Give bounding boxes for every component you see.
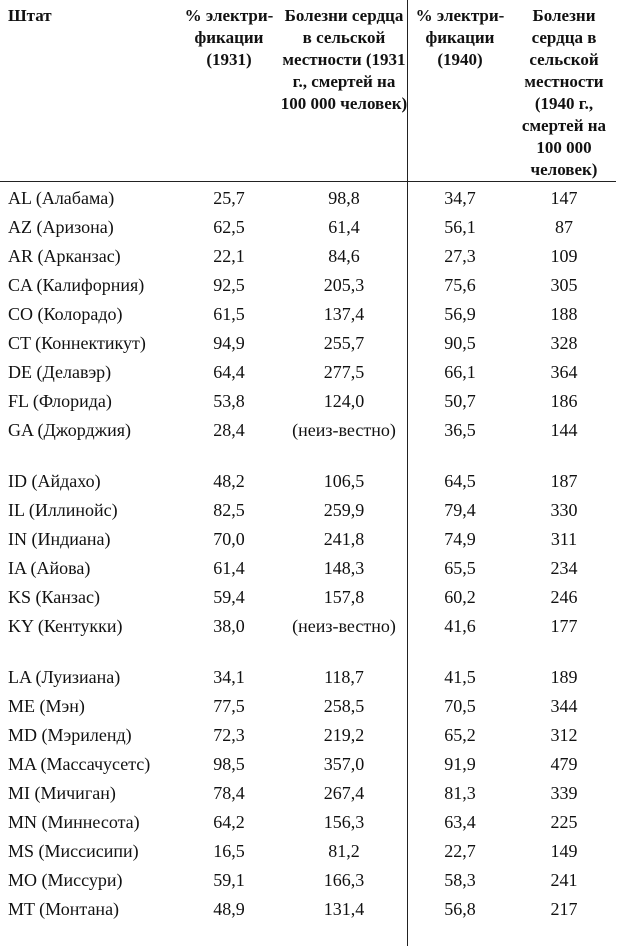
heart-disease-1931-cell: 131,4 xyxy=(323,899,365,919)
column-divider xyxy=(407,0,408,946)
electrification-1931-cell: 59,4 xyxy=(213,587,245,607)
electrification-1931-cell: 78,4 xyxy=(213,783,245,803)
electrification-1931-cell: 77,5 xyxy=(213,696,245,716)
header-electrification-1940 xyxy=(408,0,512,182)
heart-disease-1940-cell: 364 xyxy=(550,362,578,382)
heart-disease-1940-cell: 144 xyxy=(550,420,578,440)
electrification-1931-cell: 48,2 xyxy=(213,471,245,491)
heart-disease-1940-cell: 177 xyxy=(550,616,578,636)
heart-disease-1940-cell: 479 xyxy=(550,754,578,774)
table-row xyxy=(0,298,616,327)
state-cell: IA (Айова) xyxy=(8,558,91,578)
table-row xyxy=(0,327,616,356)
heart-disease-1940-cell: 312 xyxy=(550,725,578,745)
table-row xyxy=(0,552,616,581)
electrification-1940-cell: 60,2 xyxy=(444,587,476,607)
state-cell: MD (Мэриленд) xyxy=(8,725,132,745)
electrification-1940-cell: 74,9 xyxy=(444,529,476,549)
heart-disease-1940-cell: 246 xyxy=(550,587,578,607)
heart-disease-1931-cell: 219,2 xyxy=(323,725,365,745)
table-row xyxy=(0,211,616,240)
electrification-1940-cell: 66,1 xyxy=(444,362,476,382)
state-cell: CT (Коннектикут) xyxy=(8,333,146,353)
heart-disease-1940-cell: 305 xyxy=(550,275,578,295)
table-row xyxy=(0,748,616,777)
table-row xyxy=(0,806,616,835)
state-cell: FL (Флорида) xyxy=(8,391,112,411)
electrification-1931-cell: 22,1 xyxy=(213,246,245,266)
heart-disease-1940-cell: 339 xyxy=(550,783,578,803)
state-cell: CO (Колорадо) xyxy=(8,304,123,324)
heart-disease-1931-cell: 98,8 xyxy=(328,188,360,208)
header-heart-disease-1931-text: Болезни сердца в сельской местности (1931 г., смертей на 100 000 человек) xyxy=(280,6,408,113)
state-cell: KS (Канзас) xyxy=(8,587,100,607)
electrification-1931-cell: 92,5 xyxy=(213,275,245,295)
state-cell: MN (Миннесота) xyxy=(8,812,140,832)
electrification-1931-cell: 82,5 xyxy=(213,500,245,520)
state-cell: LA (Луизиана) xyxy=(8,667,121,687)
electrification-1931-cell: 16,5 xyxy=(213,841,245,861)
state-cell: MS (Миссисипи) xyxy=(8,841,139,861)
electrification-1940-cell: 63,4 xyxy=(444,812,476,832)
heart-disease-1931-cell: 267,4 xyxy=(323,783,365,803)
electrification-1940-cell: 50,7 xyxy=(444,391,476,411)
header-heart-disease-1940-text: Болезни сердца в сельской местности (1940 г., смертей на 100 000 человек) xyxy=(521,6,607,179)
electrification-1931-cell: 61,5 xyxy=(213,304,245,324)
electrification-1931-cell: 98,5 xyxy=(213,754,245,774)
table-row xyxy=(0,777,616,806)
state-cell: AR (Арканзас) xyxy=(8,246,121,266)
electrification-1940-cell: 70,5 xyxy=(444,696,476,716)
heart-disease-1940-cell: 189 xyxy=(550,667,578,687)
heart-disease-1931-cell: 241,8 xyxy=(323,529,365,549)
header-electrification-1931-text: % электри-фикации (1931) xyxy=(184,6,274,69)
state-cell: IN (Индиана) xyxy=(8,529,111,549)
electrification-1931-cell: 72,3 xyxy=(213,725,245,745)
state-cell: ME (Мэн) xyxy=(8,696,85,716)
electrification-1940-cell: 34,7 xyxy=(444,188,476,208)
electrification-1931-cell: 64,2 xyxy=(213,812,245,832)
heart-disease-1931-cell: 357,0 xyxy=(323,754,365,774)
heart-disease-1931-cell: 148,3 xyxy=(323,558,365,578)
heart-disease-1931-cell: 61,4 xyxy=(328,217,360,237)
header-heart-disease-1931 xyxy=(280,0,408,182)
state-cell: MT (Монтана) xyxy=(8,899,120,919)
electrification-1931-cell: 64,4 xyxy=(213,362,245,382)
table-row xyxy=(0,494,616,523)
state-cell: AZ (Аризона) xyxy=(8,217,114,237)
heart-disease-1931-cell: 137,4 xyxy=(323,304,365,324)
electrification-1931-cell: 25,7 xyxy=(213,188,245,208)
state-cell: AL (Алабама) xyxy=(8,188,115,208)
table-row xyxy=(0,385,616,414)
state-cell: GA (Джорджия) xyxy=(8,420,132,440)
table-row xyxy=(0,240,616,269)
electrification-1931-cell: 61,4 xyxy=(213,558,245,578)
heart-disease-1931-cell: 255,7 xyxy=(323,333,365,353)
heart-disease-1931-cell: (неиз-вестно) xyxy=(292,420,396,440)
state-cell: MA (Массачусетс) xyxy=(8,754,151,774)
heart-disease-1931-cell: 156,3 xyxy=(323,812,365,832)
heart-disease-1940-cell: 188 xyxy=(550,304,578,324)
heart-disease-1940-cell: 311 xyxy=(550,529,578,549)
electrification-1931-cell: 34,1 xyxy=(213,667,245,687)
heart-disease-1931-cell: 157,8 xyxy=(323,587,365,607)
heart-disease-1940-cell: 186 xyxy=(550,391,578,411)
header-electrification-1931 xyxy=(178,0,280,182)
electrification-1940-cell: 65,5 xyxy=(444,558,476,578)
table-row xyxy=(0,893,616,922)
electrification-1940-cell: 65,2 xyxy=(444,725,476,745)
table-row xyxy=(0,182,616,212)
heart-disease-1931-cell: (неиз-вестно) xyxy=(292,616,396,636)
electrification-1940-cell: 58,3 xyxy=(444,870,476,890)
state-cell: CA (Калифорния) xyxy=(8,275,145,295)
table-row xyxy=(0,356,616,385)
electrification-1940-cell: 27,3 xyxy=(444,246,476,266)
electrification-1931-cell: 38,0 xyxy=(213,616,245,636)
heart-disease-1940-cell: 241 xyxy=(550,870,578,890)
electrification-1940-cell: 75,6 xyxy=(444,275,476,295)
table-body xyxy=(0,182,616,923)
heart-disease-1940-cell: 217 xyxy=(550,899,578,919)
state-cell: DE (Делавэр) xyxy=(8,362,112,382)
electrification-1940-cell: 41,6 xyxy=(444,616,476,636)
heart-disease-1931-cell: 205,3 xyxy=(323,275,365,295)
table-row xyxy=(0,864,616,893)
heart-disease-1940-cell: 344 xyxy=(550,696,578,716)
heart-disease-1931-cell: 258,5 xyxy=(323,696,365,716)
electrification-1940-cell: 79,4 xyxy=(444,500,476,520)
electrification-1931-cell: 70,0 xyxy=(213,529,245,549)
electrification-1931-cell: 48,9 xyxy=(213,899,245,919)
electrification-1940-cell: 91,9 xyxy=(444,754,476,774)
electrification-1940-cell: 41,5 xyxy=(444,667,476,687)
heart-disease-1940-cell: 330 xyxy=(550,500,578,520)
electrification-1931-cell: 28,4 xyxy=(213,420,245,440)
table-row xyxy=(0,661,616,690)
heart-disease-1940-cell: 149 xyxy=(550,841,578,861)
electrification-1931-cell: 62,5 xyxy=(213,217,245,237)
heart-disease-1940-cell: 109 xyxy=(550,246,578,266)
electrification-1940-cell: 64,5 xyxy=(444,471,476,491)
heart-disease-1931-cell: 81,2 xyxy=(328,841,360,861)
state-cell: IL (Иллинойс) xyxy=(8,500,118,520)
heart-disease-1931-cell: 277,5 xyxy=(323,362,365,382)
table-row xyxy=(0,835,616,864)
header-electrification-1940-text: % электри-фикации (1940) xyxy=(415,6,505,69)
table-row xyxy=(0,465,616,494)
electrification-1940-cell: 56,8 xyxy=(444,899,476,919)
table-row xyxy=(0,610,616,661)
heart-disease-1931-cell: 166,3 xyxy=(323,870,365,890)
electrification-1940-cell: 81,3 xyxy=(444,783,476,803)
table-row xyxy=(0,414,616,465)
heart-disease-1940-cell: 225 xyxy=(550,812,578,832)
state-cell: ID (Айдахо) xyxy=(8,471,101,491)
electrification-1940-cell: 22,7 xyxy=(444,841,476,861)
heart-disease-1940-cell: 147 xyxy=(550,188,578,208)
table-header xyxy=(0,0,616,182)
electrification-1931-cell: 94,9 xyxy=(213,333,245,353)
heart-disease-1931-cell: 106,5 xyxy=(323,471,365,491)
state-cell: MO (Миссури) xyxy=(8,870,123,890)
state-cell: MI (Мичиган) xyxy=(8,783,116,803)
heart-disease-1931-cell: 124,0 xyxy=(323,391,365,411)
heart-disease-1940-cell: 328 xyxy=(550,333,578,353)
state-cell: KY (Кентукки) xyxy=(8,616,123,636)
heart-disease-1931-cell: 118,7 xyxy=(324,667,364,687)
electrification-1931-cell: 53,8 xyxy=(213,391,245,411)
heart-disease-1931-cell: 259,9 xyxy=(323,500,365,520)
header-heart-disease-1940 xyxy=(512,0,616,182)
electrification-1940-cell: 36,5 xyxy=(444,420,476,440)
electrification-1940-cell: 56,1 xyxy=(444,217,476,237)
heart-disease-1940-cell: 87 xyxy=(555,217,573,237)
table-row xyxy=(0,690,616,719)
electrification-1931-cell: 59,1 xyxy=(213,870,245,890)
table-row xyxy=(0,269,616,298)
heart-disease-1940-cell: 234 xyxy=(550,558,578,578)
electrification-1940-cell: 90,5 xyxy=(444,333,476,353)
heart-disease-1931-cell: 84,6 xyxy=(328,246,360,266)
heart-disease-1940-cell: 187 xyxy=(550,471,578,491)
electrification-1940-cell: 56,9 xyxy=(444,304,476,324)
table-row xyxy=(0,581,616,610)
table-row xyxy=(0,719,616,748)
header-state: Штат xyxy=(0,0,178,182)
table-row xyxy=(0,523,616,552)
